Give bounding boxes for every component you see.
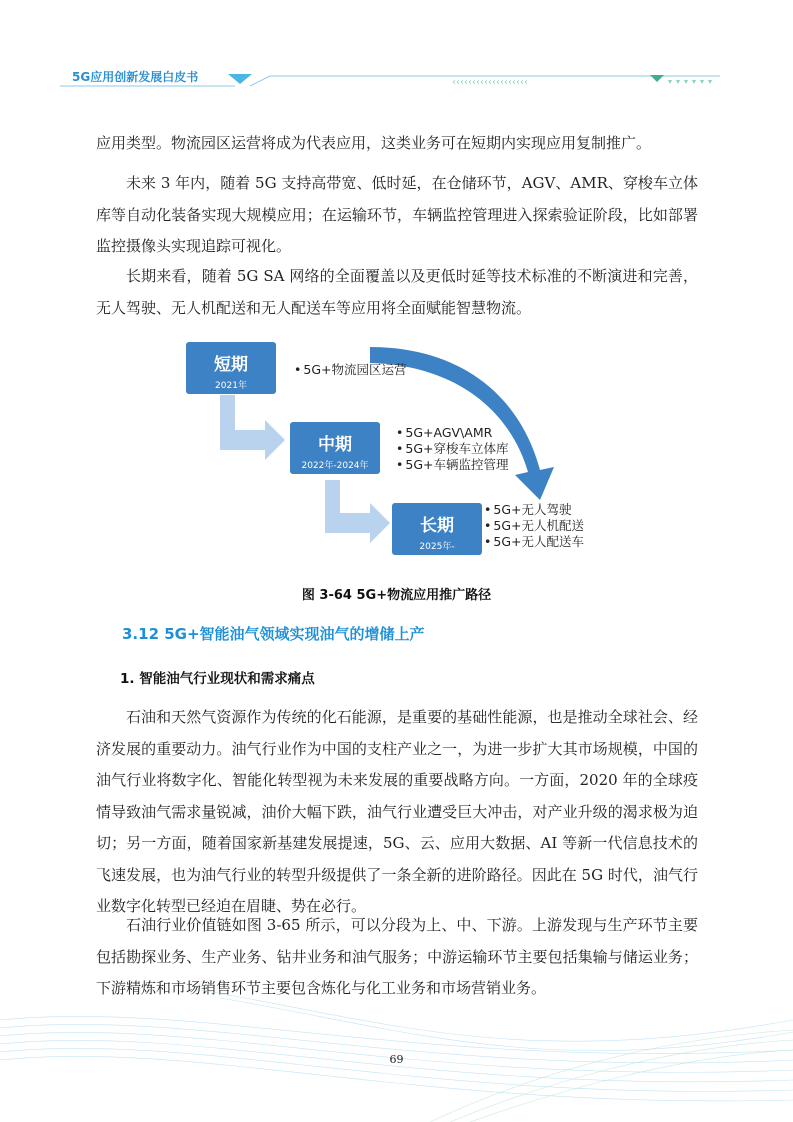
list-item: • 5G+无人机配送 [484, 518, 584, 534]
list-item: • 5G+物流园区运营 [294, 362, 407, 378]
stage-long-year: 2025年- [419, 542, 455, 552]
list-item: • 5G+车辆监控管理 [396, 457, 509, 473]
paragraph-three-year-outlook: 未来 3 年内，随着 5G 支持高带宽、低时延，在仓储环节，AGV、AMR、穿梭车立体库等自动化装备实现大规模应用；在运输环节，车辆监控管理进入探索验证阶段，比如部署监控摄像头实现追踪可视化。 [96, 174, 698, 255]
header-chevrons: ‹‹‹‹‹‹‹‹‹‹‹‹‹‹‹‹‹‹‹ [452, 77, 528, 88]
section-heading: 3.12 5G+智能油气领域实现油气的增储上产 [122, 625, 425, 643]
list-item: • 5G+穿梭车立体库 [396, 441, 509, 457]
paragraph-long-term-outlook: 长期来看，随着 5G SA 网络的全面覆盖以及更低时延等技术标准的不断演进和完善，无人驾驶、无人机配送和无人配送车等应用将全面赋能智慧物流。 [96, 267, 698, 317]
stage-mid-term [290, 422, 380, 474]
subsection-heading: 1. 智能油气行业现状和需求痛点 [120, 671, 315, 687]
logistics-roadmap-figure [180, 335, 610, 560]
stage-short-term [186, 342, 276, 394]
mid-to-long-arrow [325, 480, 390, 543]
header-decoration [0, 60, 793, 90]
paragraph-oil-gas-status: 石油和天然气资源作为传统的化石能源，是重要的基础性能源，也是推动全球社会、经济发展的重要动力。油气行业作为中国的支柱产业之一，为进一步扩大其市场规模，中国的油气行业将数字化、智能化转型视为未来发展的重要战略方向。一方面，2020 年的全球疫情导致油气需求量锐减，油价大幅下跌，油气行业遭受巨大冲击，对产业升级的渴求极为迫切；另一方面，随着国家新基建发展提速，5G、云、应用大数据、AI 等新一代信息技术的飞速发展，也为油气行业的转型升级提供了一条全新的进阶路径。因此在 5G 时代，油气行业数字化转型已经迫在眉睫、势在必行。 [96, 708, 698, 915]
paragraph-value-chain: 石油行业价值链如图 3-65 所示，可以分段为上、中、下游。上游发现与生产环节主要包括勘探业务、生产业务、钻井业务和油气服务；中游运输环节主要包括集输与储运业务；下游精炼和市场销售环节主要包含炼化与化工业务和市场营销业务。 [96, 916, 698, 997]
stage-short-year: 2021年 [215, 381, 247, 391]
stage-mid-name: 中期 [318, 435, 352, 455]
running-header-title: 5G应用创新发展白皮书 [72, 70, 199, 84]
stage-long-name: 长期 [420, 516, 454, 536]
list-item: • 5G+AGV\AMR [396, 425, 509, 441]
stage-mid-items [396, 425, 509, 473]
stage-long-term [392, 503, 482, 555]
bottom-wave-decoration [0, 960, 793, 1122]
list-item: • 5G+无人驾驶 [484, 502, 584, 518]
figure-caption: 图 3-64 5G+物流应用推广路径 [301, 588, 492, 603]
paragraph-logistics-park: 应用类型。物流园区运营将成为代表应用，这类业务可在短期内实现应用复制推广。 [96, 134, 652, 152]
stage-mid-year: 2022年-2024年 [301, 461, 369, 471]
short-to-mid-arrow [220, 395, 285, 460]
page-number: 69 [389, 1053, 404, 1066]
stage-short-items [294, 362, 407, 378]
list-item: • 5G+无人配送车 [484, 534, 584, 550]
stage-short-name: 短期 [214, 355, 248, 375]
stage-long-items [484, 502, 584, 550]
